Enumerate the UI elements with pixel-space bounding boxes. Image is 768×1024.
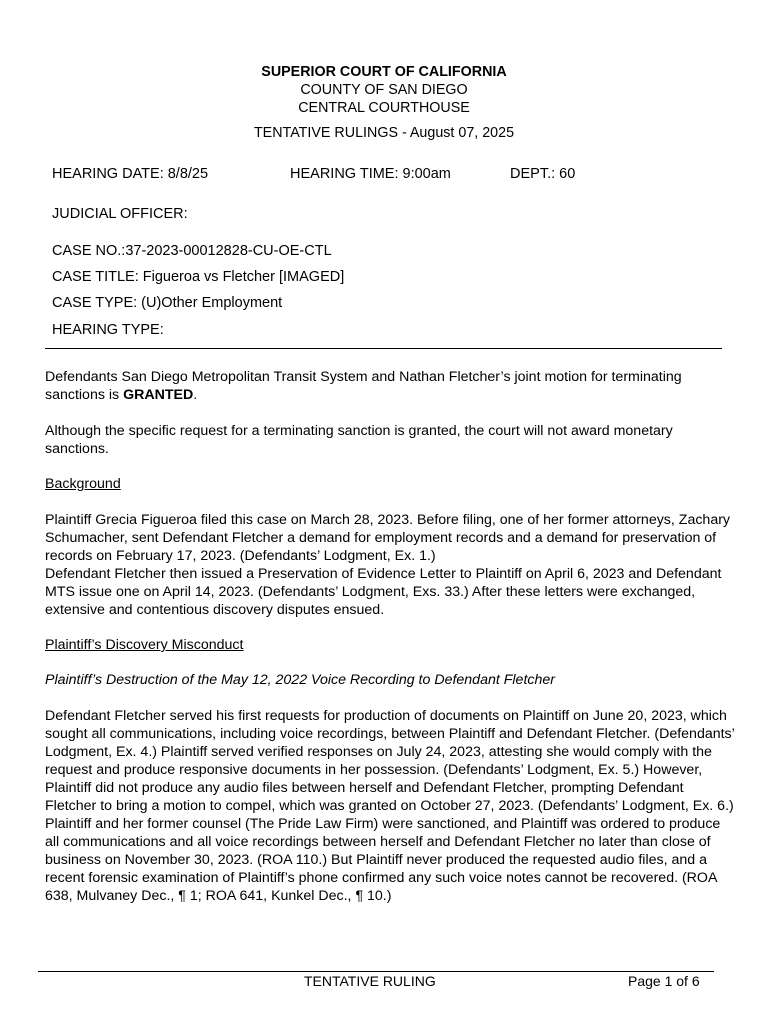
case-type: CASE TYPE: (U)Other Employment: [52, 295, 283, 311]
motion-period: .: [193, 387, 198, 403]
court-name: SUPERIOR COURT OF CALIFORNIA: [261, 64, 507, 80]
case-number: CASE NO.:37-2023-00012828-CU-OE-CTL: [52, 243, 332, 259]
background-heading-text: Background: [45, 476, 121, 492]
header-divider: [45, 348, 722, 349]
courthouse-name: CENTRAL COURTHOUSE: [298, 100, 470, 116]
background-paragraph: [45, 511, 735, 619]
dept: DEPT.: 60: [510, 166, 576, 182]
page-number: Page 1 of 6: [628, 973, 700, 989]
rulings-title: TENTATIVE RULINGS - August 07, 2025: [253, 125, 515, 141]
hearing-date: HEARING DATE: 8/8/25: [52, 166, 209, 182]
monetary-paragraph: [45, 422, 735, 458]
misconduct-heading-text: Plaintiff’s Discovery Misconduct: [45, 637, 244, 653]
footer-label: TENTATIVE RULING: [304, 973, 436, 989]
hearing-type: HEARING TYPE:: [52, 322, 164, 338]
filing-text: Plaintiff Grecia Figueroa filed this case on March 28, 2023. Before filing, one of her former attorneys, Zachary Schumacher, sent Defendant Fletcher a demand for employment records and a demand for preservation of records on February 17, 2023. (Defendants’ Lodgment, Ex. 1.): [45, 512, 731, 564]
destruction-subheading-text: Plaintiff’s Destruction of the May 12, 2022 Voice Recording to Defendant Fletcher: [45, 672, 555, 688]
motion-paragraph: [45, 368, 735, 404]
case-title: CASE TITLE: Figueroa vs Fletcher [IMAGED]: [52, 269, 345, 285]
judicial-officer: JUDICIAL OFFICER:: [52, 206, 188, 222]
hearing-time: HEARING TIME: 9:00am: [290, 166, 451, 182]
monetary-text: Although the specific request for a terminating sanction is granted, the court will not award monetary sanctions.: [45, 423, 673, 457]
footer-divider: [38, 971, 714, 972]
preservation-text: Defendant Fletcher then issued a Preservation of Evidence Letter to Plaintiff on April 6, 2023 and Defendant MTS issue one on April 14, 2023. (Defendants’ Lodgment, Exs. 33.) After these letters were exchanged, extensive and contentious discovery disputes ensued.: [45, 566, 722, 618]
discovery-paragraph: [45, 707, 735, 905]
county-name: COUNTY OF SAN DIEGO: [300, 82, 468, 98]
background-heading: [45, 475, 735, 493]
destruction-subheading: [45, 671, 735, 689]
discovery-text: Defendant Fletcher served his first requests for production of documents on Plaintiff on June 20, 2023, which sought all communications, including voice recordings, between Plaintiff and Defendant Fletcher. (Defendants’ Lodgment, Ex. 4.) Plaintiff served verified responses on July 24, 2023, attesting she would comply with the request and produce responsive documents in her possession. (Defendants’ Lodgment, Ex. 5.) However, Plaintiff did not produce any audio files between herself and Defendant Fletcher, prompting Defendant Fletcher to bring a motion to compel, which was granted on October 27, 2023. (Defendants’ Lodgment, Ex. 6.) Plaintiff and her former counsel (The Pride Law Firm) were sanctioned, and Plaintiff was ordered to produce all communications and all voice recordings between herself and Defendant Fletcher no later than close of business on November 30, 2023. (ROA 110.) But Plaintiff never produced the requested audio files, and a recent forensic examination of Plaintiff’s phone confirmed any such voice notes cannot be recovered. (ROA 638, Mulvaney Dec., ¶ 1; ROA 641, Kunkel Dec., ¶ 10.): [45, 708, 735, 904]
misconduct-heading: [45, 636, 735, 654]
granted-text: GRANTED: [123, 387, 194, 403]
motion-text: Defendants San Diego Metropolitan Transit System and Nathan Fletcher’s joint motion for terminating sanctions is: [45, 369, 682, 403]
